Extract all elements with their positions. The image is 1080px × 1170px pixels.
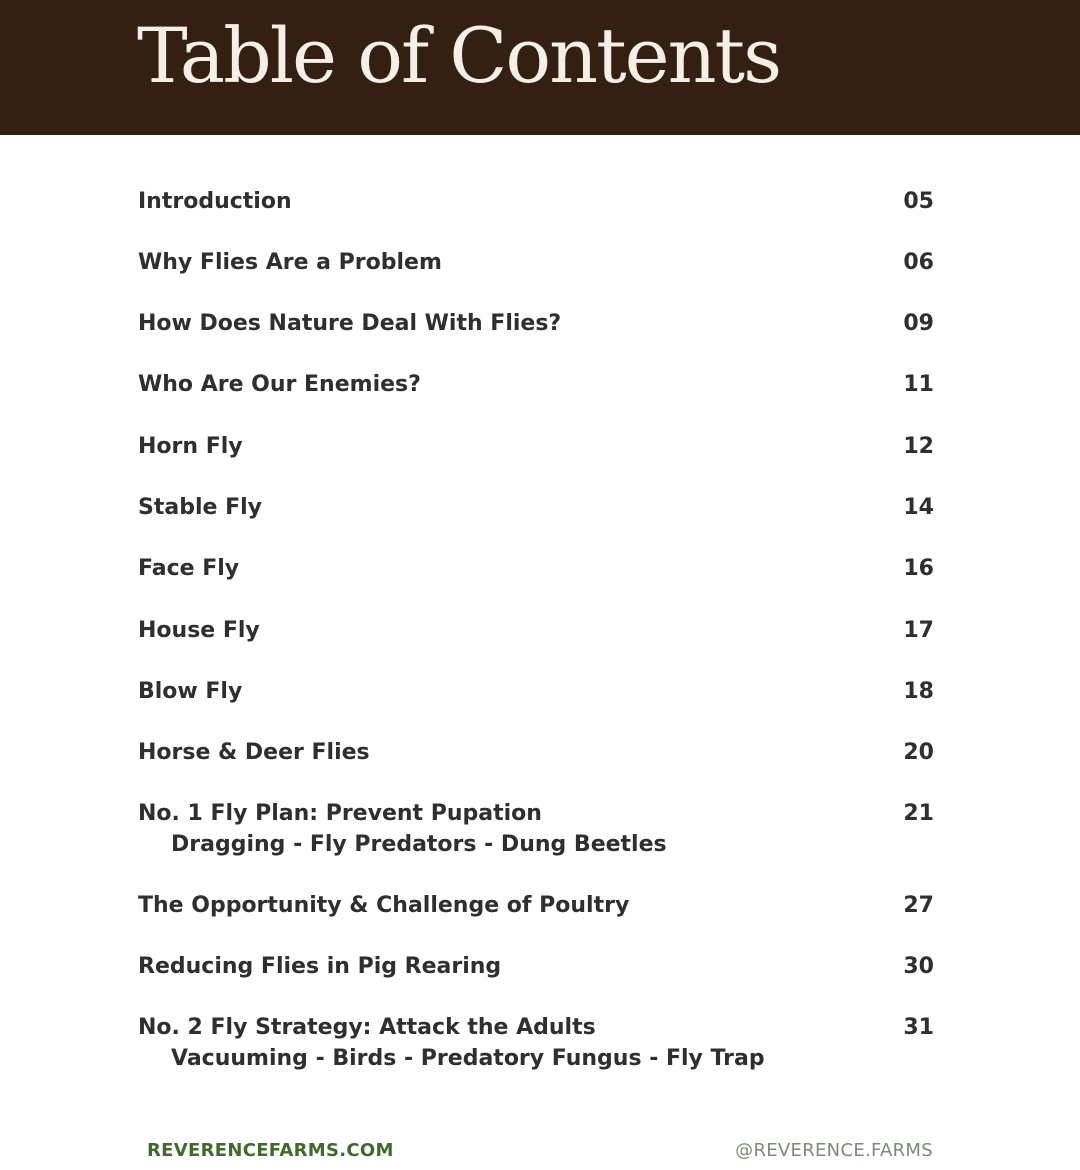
toc-entry-page: 11 [903, 372, 934, 397]
toc-entry-title: Why Flies Are a Problem [138, 250, 442, 275]
toc-entry-subtitle: Vacuuming - Birds - Predatory Fungus - Fly Trap [171, 1046, 765, 1071]
toc-entry-page: 21 [903, 801, 934, 826]
social-handle[interactable]: @REVERENCE.FARMS [735, 1140, 933, 1161]
toc-entry-page: 17 [903, 618, 934, 643]
toc-entry-page: 06 [903, 250, 934, 275]
website-link[interactable]: REVERENCEFARMS.COM [147, 1140, 394, 1161]
toc-entry-title: Blow Fly [138, 679, 243, 704]
toc-entry-title: No. 1 Fly Plan: Prevent Pupation [138, 801, 542, 826]
toc-entry-page: 14 [903, 495, 934, 520]
toc-entry-page: 05 [903, 189, 934, 214]
toc-entry-title: Horse & Deer Flies [138, 740, 370, 765]
toc-entry-title: Introduction [138, 189, 292, 214]
toc-entry-title: Reducing Flies in Pig Rearing [138, 954, 502, 979]
toc-entry-title: The Opportunity & Challenge of Poultry [138, 893, 630, 918]
toc-entry-title: No. 2 Fly Strategy: Attack the Adults [138, 1015, 596, 1040]
toc-entry-page: 27 [903, 893, 934, 918]
toc-entry-title: Horn Fly [138, 434, 243, 459]
toc-entry-title: Stable Fly [138, 495, 262, 520]
toc-entry-page: 18 [903, 679, 934, 704]
toc-entry-subtitle: Dragging - Fly Predators - Dung Beetles [171, 832, 667, 857]
toc-entry-title: How Does Nature Deal With Flies? [138, 311, 562, 336]
toc-entry-title: Face Fly [138, 556, 240, 581]
toc-entry-title: House Fly [138, 618, 260, 643]
toc-entry-page: 09 [903, 311, 934, 336]
toc-entry-page: 20 [903, 740, 934, 765]
toc-entry-page: 31 [903, 1015, 934, 1040]
toc-entry-page: 12 [903, 434, 934, 459]
page-title: Table of Contents [137, 11, 781, 100]
toc-entry-title: Who Are Our Enemies? [138, 372, 421, 397]
header-banner [0, 0, 1080, 135]
toc-entry-page: 16 [903, 556, 934, 581]
toc-entry-page: 30 [903, 954, 934, 979]
